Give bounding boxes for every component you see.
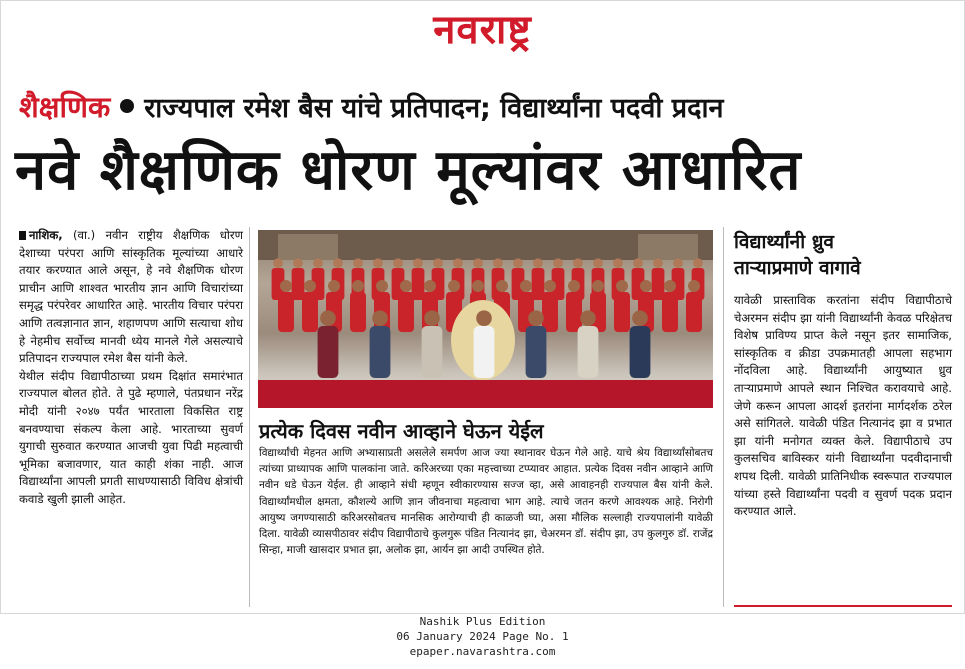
dateline-marker-icon <box>19 231 26 240</box>
footer <box>0 614 965 659</box>
right-heading-line-2: ताऱ्याप्रमाणे वागावे <box>734 257 861 279</box>
column-divider <box>249 227 250 607</box>
masthead: नवराष्ट्र <box>433 7 532 53</box>
left-para-1-text: (वा.) नवीन राष्ट्रीय शैक्षणिक धोरण देशाच्या परंपरा आणि सांस्कृतिक मूल्यांच्या आधारे तयार करण्यात आले असून, हे नवे शैक्षणिक धोरण प्राचीन आणि शाश्वत भारतीय ज्ञान आणि विचारांच्या समृद्ध परंपरेवर आधारित आहे. भारतीय विचार परंपरा आणि तत्वज्ञानात ज्ञान, शहाणपण आणि सत्याचा शोध हे नेहमीच सर्वोच्च मानवी ध्येय मानले गेले असल्याचे प्रतिपादन राज्यपाल रमेश बैस यांनी केले. <box>19 228 243 366</box>
right-column <box>734 292 952 521</box>
footer-site: epaper.navarashtra.com <box>409 645 556 658</box>
left-column <box>19 227 243 509</box>
middle-body-text: विद्यार्थ्यांची मेहनत आणि अभ्यासाप्रती असलेले समर्पण आज ज्या स्थानावर घेऊन गेले आहे. याचे श्रेय विद्यार्थ्यांसोबतच त्यांच्या प्राध्यापक आणि पालकांना जाते. करिअरच्या एका महत्त्वाच्या टप्प्यावर आहात. प्रत्येक दिवस नवीन आव्हाने आणि नवीन धडे घेऊन येईल. ही आव्हाने संधी म्हणून स्वीकारण्यास सज्ज व्हा, असे आवाहनही राज्यपाल बैस यांनी केले. विद्यार्थ्यांमधील क्षमता, कौशल्ये आणि ज्ञान जीवनाचा महत्वाचा भाग आहे. त्याचे जतन करणे आवश्यक आहे. निरोगी आयुष्य जगण्यासाठी करिअरसोबतच मानसिक आरोग्याची ही काळजी घ्या, असा मौलिक सल्लाही राज्यपालांनी यावेळी दिला. यावेळी व्यासपीठावर संदीप विद्यापीठाचे कुलगुरू पंडित नित्यानंद झा, चेअरमन डॉ. संदीप झा, उप कुलगुरु डॉ. राजेंद्र सिन्हा, माजी खासदार प्रभात झा, अलोक झा, आर्यन झा आदी उपस्थित होते. <box>259 447 713 557</box>
column-divider <box>723 227 724 607</box>
kicker-line: राज्यपाल रमेश बैस यांचे प्रतिपादन; विद्यार्थ्यांना पदवी प्रदान <box>144 92 724 124</box>
dateline: नाशिक, <box>29 228 63 242</box>
bullet-icon <box>120 99 134 113</box>
footer-edition: Nashik Plus Edition <box>419 615 546 628</box>
end-rule <box>734 605 952 607</box>
middle-column <box>259 445 713 558</box>
kicker-row <box>19 85 723 127</box>
right-heading <box>734 229 954 281</box>
subheading: प्रत्येक दिवस नवीन आव्हाने घेऊन येईल <box>259 419 544 443</box>
headline: नवे शैक्षणिक धोरण मूल्यांवर आधारित <box>15 138 802 203</box>
ceremony-photo <box>258 230 713 408</box>
section-tag: शैक्षणिक <box>19 89 111 124</box>
footer-date-page: 06 January 2024 Page No. 1 <box>396 630 569 643</box>
right-heading-line-1: विद्यार्थ्यांनी ध्रुव <box>734 231 834 253</box>
right-body-text: यावेळी प्रास्ताविक करतांना संदीप विद्यापीठाचे चेअरमन संदीप झा यांनी विद्यार्थ्यांनी केवळ परिक्षेतच विशेष प्राविण्य प्राप्त केले नसून इतर सामाजिक, सांस्कृतिक व क्रीडा उपक्रमातही आपला सहभाग नोंदविला आहे. विद्यार्थ्यांनी आयुष्यात ध्रुव ताऱ्याप्रमाणे आपले स्थान निश्चित करावयाचे आहे. जेणे करून आपला आदर्श इतरांना मार्गदर्शक ठरेल असे सांगितले. यावेळी पंडित नित्यानंद झा व प्रभात झा यांनी मनोगत व्यक्त केले. विद्यापीठाचे उप कुलसचिव बाविस्कर यांनी विद्यार्थ्यांना पदवीदानाची शपथ दिली. यावेळी प्रातिनिधीक स्वरूपात राज्यपाल यांच्या हस्ते विद्यार्थ्यांना पदवी व सुवर्ण पदक प्रदान करण्यात आले. <box>734 293 952 519</box>
left-para-2: येथील संदीप विद्यापीठाच्या प्रथम दिक्षांत समारंभात राज्यपाल बोलत होते. ते पुढे म्हणाले, पंतप्रधान नरेंद्र मोदी यांनी २०४७ पर्यंत भारताला विकसित राष्ट्र बनवण्याचा संकल्प केला आहे. भारताच्या सुवर्ण युगाची सुरुवात करण्यात आजची युवा पिढी महत्वाची भूमिका बजावणार, यात काही शंका नाही. आज विद्यार्थ्यांना आपली प्रगती साधण्यासाठी विविध क्षेत्रांची कवाडे खुली झाली आहेत. <box>19 368 243 506</box>
photo-ceremony-icon <box>258 230 713 408</box>
left-para-1 <box>19 227 243 368</box>
